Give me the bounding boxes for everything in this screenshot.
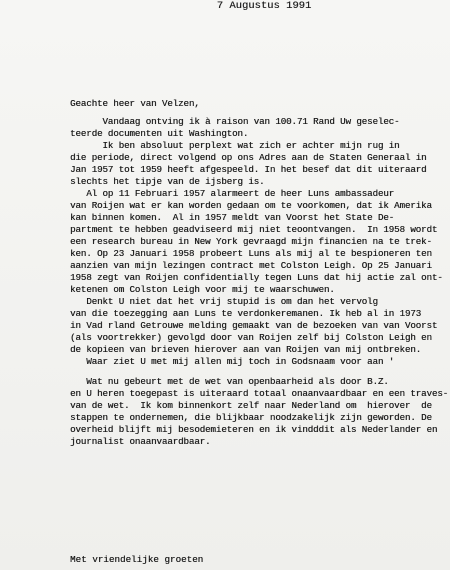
text-line: van die toezegging aan Luns te verdonkeremanen. Ik heb al in 1973 [70, 308, 422, 319]
letter-date: 7 Augustus 1991 [216, 0, 312, 12]
text-line: en U heren toegepast is uiteraard totaal onaanvaardbaar en een traves- [70, 388, 449, 399]
text-line: ken. Op 23 Januari 1958 probeert Luns als mij al te bespioneren ten [70, 248, 432, 259]
text-line: stappen te ondernemen, die blijkbaar noodzakelijk zijn geworden. De [70, 412, 432, 423]
text-line: de kopieen van brieven hierover aan van Roijen van mij ontbreken. [70, 344, 422, 355]
text-line: van Roijen wat er kan worden gedaan om te voorkomen, dat ik Amerika [70, 200, 432, 211]
paragraph-5 [70, 376, 449, 448]
paragraph-3 [70, 188, 444, 296]
text-line: Al op 11 Februari 1957 alarmeert de heer Luns ambassadeur [70, 188, 395, 199]
text-line: Waar ziet U met mij allen mij toch in Godsnaam voor aan ' [70, 356, 395, 367]
text-line: teerde documenten uit Washington. [70, 128, 249, 139]
text-line: in Vad rland Getrouwe melding gemaakt van de bezoeken van van Voorst [70, 320, 438, 331]
letter-body [70, 98, 449, 448]
text-line: slechts het tipje van de ijsberg is. [70, 176, 265, 187]
salutation: Geachte heer van Velzen, [70, 98, 200, 109]
text-line: van de wet. Ik kom binnenkort zelf naar Nederland om hierover de [70, 400, 432, 411]
text-line: een research bureau in New York gevraagd mijn financien na te trek- [70, 236, 432, 247]
text-line: partment te hebben geadviseerd mij niet teoontvangen. In 1958 wordt [70, 224, 438, 235]
text-line: aanzien van mijn lezingen contract met Colston Leigh. Op 25 Januari [70, 260, 432, 271]
text-line: die periode, direct volgend op ons Adres aan de Staten Generaal in [70, 152, 427, 163]
text-line: kan binnen komen. Al in 1957 meldt van Voorst het State De- [70, 212, 395, 223]
paragraph-2 [70, 140, 444, 188]
text-line: 1958 zegt van Roijen confidentially tegen Luns dat hij actie zal ont- [70, 272, 443, 283]
paragraph-4 [70, 296, 444, 368]
text-line: overheid blijft mij besodemieteren en ik vindddit als Nederlander en [70, 424, 438, 435]
text-line: journalist onaanvaardbaar. [70, 436, 211, 447]
text-line: Ik ben absoluut perplext wat zich er achter mijn rug in [70, 140, 400, 151]
text-line: Wat nu gebeurt met de wet van openbaarheid als door B.Z. [70, 376, 389, 387]
text-line: ketenen om Colston Leigh voor mij te waarschuwen. [70, 284, 335, 295]
spacer [70, 368, 444, 376]
text-line: (als voortrekker) gevolgd door van Roijen zelf bij Colston Leigh en [70, 332, 432, 343]
paragraph-1 [70, 116, 444, 140]
text-line: Vandaag ontving ik à raison van 100.71 Rand Uw geselec- [70, 116, 400, 127]
closing: Met vriendelijke groeten [70, 554, 204, 565]
text-line: Denkt U niet dat het vrij stupid is om dan het vervolg [70, 296, 378, 307]
text-line: Jan 1957 tot 1959 heeft afgespeeld. In het besef dat dit uiteraard [70, 164, 427, 175]
